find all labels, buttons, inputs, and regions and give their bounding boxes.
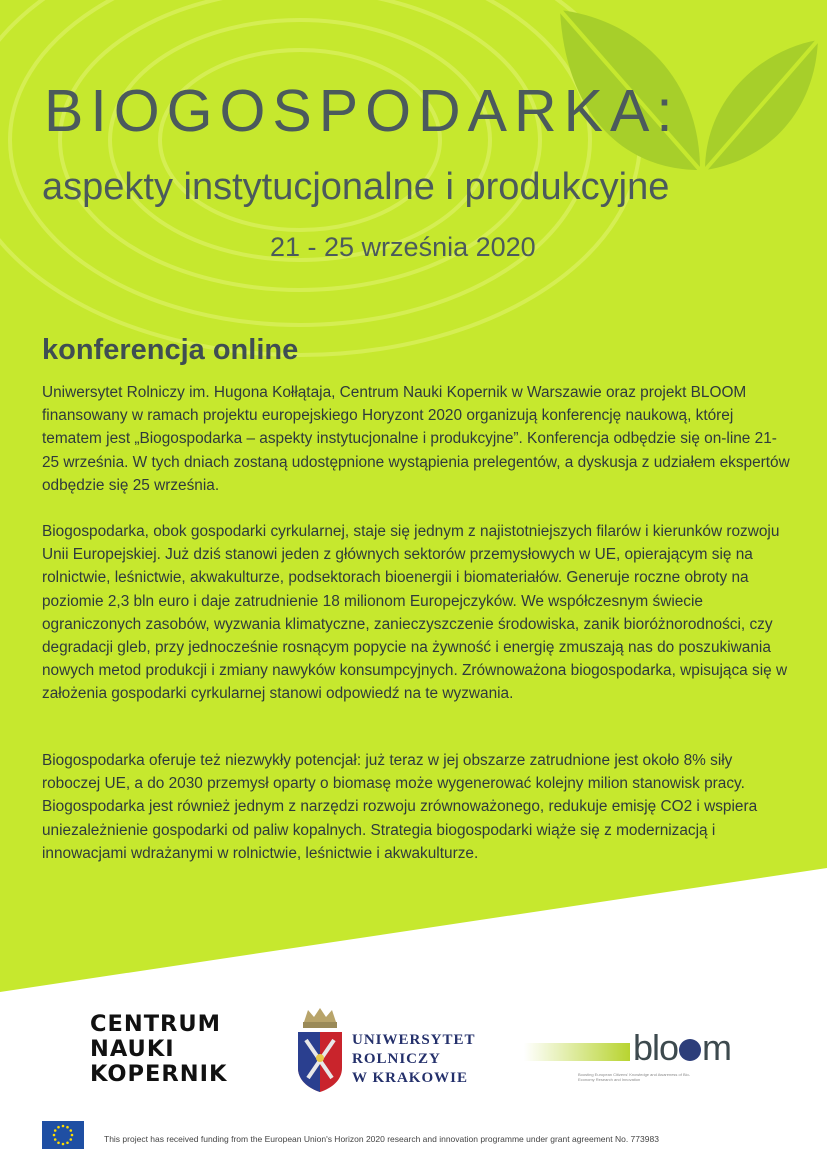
bloom-logo-prefix: blo: [633, 1027, 679, 1068]
logo-text-line: NAUKI: [90, 1036, 175, 1062]
event-dates: 21 - 25 września 2020: [270, 232, 536, 262]
university-crest-icon: [294, 1008, 346, 1092]
bloom-dot-icon: [679, 1039, 701, 1061]
logo-text-line: UNIWERSYTET: [352, 1032, 476, 1048]
paragraph-potential: Biogospodarka oferuje też niezwykły potencjał: już teraz w jej obszarze zatrudnione jest około 8% siły roboczej UE, a do 2030 przemysł oparty o biomasę może wygenerować kolejny milion stanowisk pracy. Biogospodarka jest również jednym z narzędzi rozwoju zrównoważonego, redukuje emisję CO2 i wspiera uniezależnienie gospodarki od paliw kopalnych. Strategia biogospodarki wiąże się z modernizacją i innowacjami wdrażanymi w rolnictwie, leśnictwie i akwakulturze.: [42, 752, 758, 862]
logo-text-line: ROLNICZY: [352, 1051, 441, 1067]
page-title: BIOGOSPODARKA:: [44, 78, 680, 144]
funding-note: This project has received funding from the European Union's Horizon 2020 research and innovation programme under grant agreement No. 773983: [104, 1134, 659, 1144]
uniwersytet-rolniczy-logo-text: [352, 1031, 476, 1088]
section-heading: konferencja online: [42, 334, 299, 366]
paragraph-bioeconomy: Biogospodarka, obok gospodarki cyrkularnej, staje się jednym z najistotniejszych filarów i kierunków rozwoju Unii Europejskiej. Już dziś stanowi jeden z głównych sektorów przemysłowych w UE, opierającym się na rolnictwie, leśnictwie, akwakulturze, podsektorach bioenergii i biomateriałów. Generuje roczne obroty na poziomie 2,3 bln euro i daje zatrudnienie 18 milionom Europejczyków. We współczesnym świecie ograniczonych zasobów, wyzwania klimatyczne, zanieczyszczenie środowiska, zanik bioróżnorodności, czy degradacji gleb, przy jednocześnie rosnącym popycie na żywność i energię zmuszają nas do poszukiwania nowych metod produkcji i zmiany nawyków konsumpcyjnych. Zrównoważona biogospodarka, wpisująca się w założenia gospodarki cyrkularnej stanowi odpowiedź na te wyzwania.: [42, 523, 788, 703]
bloom-logo-bar: [524, 1043, 630, 1061]
logo-text-line: CENTRUM: [90, 1011, 222, 1037]
paragraph-intro: Uniwersytet Rolniczy im. Hugona Kołłątaja, Centrum Nauki Kopernik w Warszawie oraz projekt BLOOM finansowany w ramach projektu europejskiego Horyzont 2020 organizują konferencję naukową, której tematem jest „Biogospodarka – aspekty instytucjonalne i produkcyjne”. Konferencja odbędzie się on-line 21-25 września. W tych dniach zostaną udostępnione wystąpienia prelegentów, a dyskusja z udziałem ekspertów odbędzie się 25 września.: [42, 384, 790, 494]
eu-flag-icon: [42, 1121, 84, 1149]
bloom-logo-suffix: m: [702, 1027, 732, 1068]
bloom-tagline: Boosting European Citizens' Knowledge and Awareness of Bio-Economy Research and Innovation: [578, 1072, 691, 1082]
centrum-nauki-kopernik-logo: [90, 1012, 227, 1087]
logo-text-line: KOPERNIK: [90, 1061, 228, 1087]
logo-text-line: W KRAKOWIE: [352, 1070, 468, 1086]
page-subtitle: aspekty instytucjonalne i produkcyjne: [42, 166, 670, 208]
bloom-logo: [633, 1027, 732, 1068]
